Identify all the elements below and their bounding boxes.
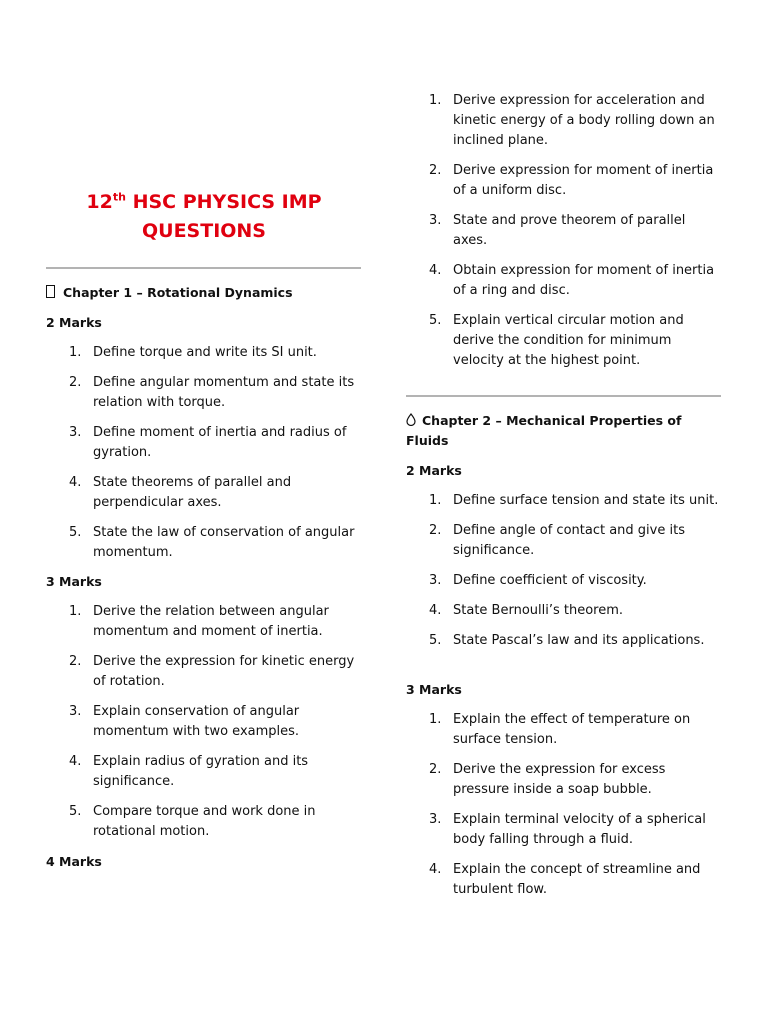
divider-left	[46, 267, 361, 269]
list-item: 5. Compare torque and work done in rotational motion.	[69, 804, 316, 839]
list-item: 2. Derive the expression for excess pressure inside a soap bubble.	[429, 762, 666, 797]
list-item: 1. Explain the effect of temperature on surface tension.	[429, 712, 691, 747]
section-label: 2 Marks	[46, 315, 102, 330]
list-item: 3. Define coefficient of viscosity.	[429, 573, 647, 588]
section-label: 3 Marks	[406, 682, 462, 697]
question-list	[406, 491, 723, 661]
list-item: 5. Explain vertical circular motion and derive the condition for minimum velocity at the highest point.	[429, 313, 684, 368]
section-label: 3 Marks	[46, 574, 102, 589]
list-item: 3. Explain terminal velocity of a spherical body falling through a fluid.	[429, 812, 706, 847]
question-list	[46, 343, 363, 573]
list-item: 4. State Bernoulli’s theorem.	[429, 603, 624, 618]
list-item: 2. Derive the expression for kinetic energy of rotation.	[69, 654, 355, 689]
list-item: 1. Define torque and write its SI unit.	[69, 345, 317, 360]
droplet-icon	[406, 413, 416, 426]
list-item: 4. Obtain expression for moment of inertia of a ring and disc.	[429, 263, 715, 298]
question-list	[406, 710, 723, 910]
list-item: 3. Define moment of inertia and radius of gyration.	[69, 425, 347, 460]
chapter-2-heading-text: Chapter 2 – Mechanical Properties of Fluids	[406, 413, 682, 448]
list-item: 3. Explain conservation of angular momentum with two examples.	[69, 704, 300, 739]
title-text: HSC PHYSICS IMP QUESTIONS	[125, 191, 322, 242]
list-item: 4. Explain radius of gyration and its significance.	[69, 754, 309, 789]
list-item: 4. Explain the concept of streamline and turbulent flow.	[429, 862, 701, 897]
list-item: 5. State Pascal’s law and its applications.	[429, 633, 705, 648]
chapter-1-heading	[46, 283, 362, 303]
list-item: 1. Derive expression for acceleration and kinetic energy of a body rolling down an inclined plane.	[429, 93, 715, 148]
question-list	[46, 602, 363, 852]
list-item: 1. Define surface tension and state its unit.	[429, 493, 719, 508]
list-item: 3. State and prove theorem of parallel axes.	[429, 213, 686, 248]
page-title	[46, 188, 362, 246]
chapter-1-heading-text: Chapter 1 – Rotational Dynamics	[63, 285, 293, 300]
divider-right	[406, 395, 721, 397]
title-superscript: th	[112, 190, 126, 204]
title-number: 12	[86, 191, 113, 213]
list-item: 2. Define angle of contact and give its significance.	[429, 523, 685, 558]
question-list	[406, 91, 723, 381]
chapter-2-heading	[406, 411, 706, 451]
section-label: 2 Marks	[406, 463, 462, 478]
list-item: 2. Define angular momentum and state its relation with torque.	[69, 375, 355, 410]
list-item: 4. State theorems of parallel and perpendicular axes.	[69, 475, 292, 510]
missing-glyph-icon	[46, 285, 55, 298]
list-item: 5. State the law of conservation of angular momentum.	[69, 525, 355, 560]
list-item: 1. Derive the relation between angular momentum and moment of inertia.	[69, 604, 329, 639]
section-label: 4 Marks	[46, 854, 102, 869]
list-item: 2. Derive expression for moment of inertia of a uniform disc.	[429, 163, 714, 198]
